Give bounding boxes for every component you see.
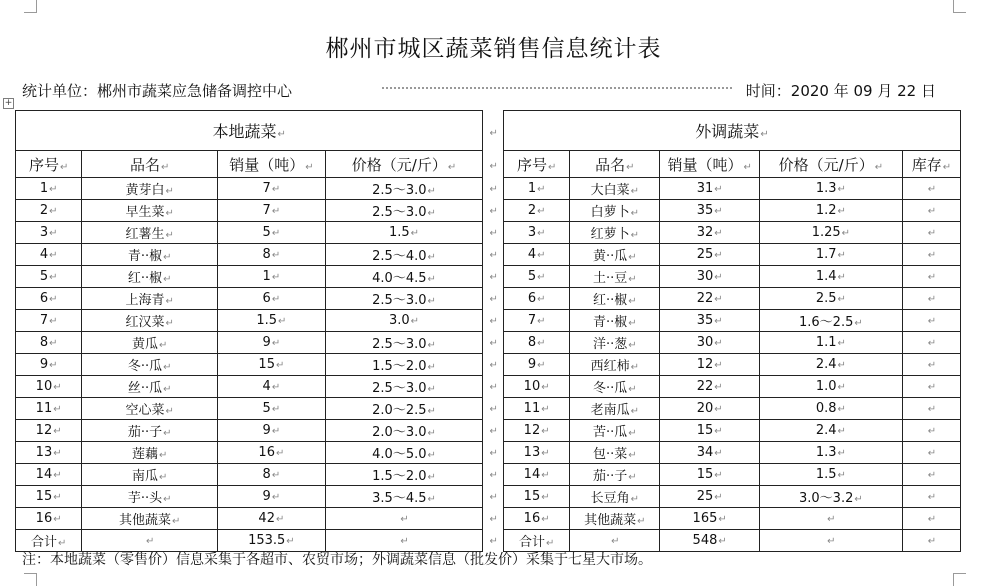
total-empty-cell: ↵ (759, 530, 902, 552)
section-header-row (16, 111, 961, 151)
header-price: 价格（元/斤）↵ (759, 151, 902, 178)
column-separator: ↵ (483, 332, 504, 354)
column-separator: ↵ (483, 266, 504, 288)
table-row (16, 354, 961, 376)
column-separator: ↵ (483, 288, 504, 310)
outside-volume-cell: 35↵ (660, 310, 759, 332)
local-volume-cell: 9↵ (218, 420, 326, 442)
table-row (16, 178, 961, 200)
local-name-cell: 其他蔬菜↵ (82, 508, 218, 530)
local-volume-cell: 5↵ (218, 398, 326, 420)
outside-volume-cell: 25↵ (660, 244, 759, 266)
column-separator: ↵ (483, 486, 504, 508)
outside-total-volume: 548↵ (660, 530, 759, 552)
column-separator: ↵ (483, 442, 504, 464)
outside-no-cell: 15↵ (504, 486, 570, 508)
page-corner-mark (953, 573, 966, 586)
local-no-cell: 1↵ (16, 178, 82, 200)
local-price-cell: 2.5～4.0↵ (325, 244, 483, 266)
outside-price-cell: 1.3↵ (759, 178, 902, 200)
outside-stock-cell: ↵ (902, 464, 960, 486)
local-volume-cell: 8↵ (218, 244, 326, 266)
outside-no-cell: 9↵ (504, 354, 570, 376)
local-volume-cell: 1↵ (218, 266, 326, 288)
column-separator: ↵ (483, 222, 504, 244)
table-row (16, 508, 961, 530)
column-separator: ↵ (483, 464, 504, 486)
local-volume-cell: 15↵ (218, 354, 326, 376)
outside-no-cell: 14↵ (504, 464, 570, 486)
local-no-cell: 15↵ (16, 486, 82, 508)
outside-no-cell: 4↵ (504, 244, 570, 266)
outside-price-cell: 1.1↵ (759, 332, 902, 354)
local-name-cell: 南瓜↵ (82, 464, 218, 486)
local-price-cell: 2.0～2.5↵ (325, 398, 483, 420)
outside-price-cell: 1.7↵ (759, 244, 902, 266)
column-separator: ↵ (483, 376, 504, 398)
outside-no-cell: 2↵ (504, 200, 570, 222)
outside-name-cell: 西红柿↵ (570, 354, 660, 376)
outside-price-cell: 3.0～3.2↵ (759, 486, 902, 508)
column-separator: ↵ (483, 354, 504, 376)
outside-price-cell: 1.6～2.5↵ (759, 310, 902, 332)
outside-stock-cell: ↵ (902, 178, 960, 200)
table-row (16, 288, 961, 310)
local-no-cell: 3↵ (16, 222, 82, 244)
local-no-cell: 5↵ (16, 266, 82, 288)
outside-no-cell: 1↵ (504, 178, 570, 200)
outside-volume-cell: 165↵ (660, 508, 759, 530)
outside-volume-cell: 15↵ (660, 464, 759, 486)
outside-stock-cell: ↵ (902, 376, 960, 398)
local-name-cell: 空心菜↵ (82, 398, 218, 420)
table-row (16, 222, 961, 244)
outside-volume-cell: 30↵ (660, 266, 759, 288)
page-corner-mark (953, 0, 966, 13)
total-label: 合计↵ (504, 530, 570, 552)
outside-no-cell: 8↵ (504, 332, 570, 354)
table-move-handle-icon[interactable]: + (4, 98, 13, 108)
outside-stock-cell: ↵ (902, 222, 960, 244)
local-name-cell: 青··椒↵ (82, 244, 218, 266)
header-no: 序号↵ (504, 151, 570, 178)
outside-price-cell: 1.5↵ (759, 464, 902, 486)
outside-price-cell: 1.0↵ (759, 376, 902, 398)
outside-stock-cell: ↵ (902, 200, 960, 222)
outside-no-cell: 7↵ (504, 310, 570, 332)
header-name: 品名↵ (82, 151, 218, 178)
outside-section-title: 外调蔬菜↵ (504, 111, 961, 151)
report-date: 时间：2020 年 09 月 22 日 (745, 82, 936, 100)
local-name-cell: 茄··子↵ (82, 420, 218, 442)
column-separator: ↵ (483, 111, 504, 151)
vegetable-sales-table (15, 110, 961, 552)
column-header-row (16, 151, 961, 178)
local-price-cell: 3.0↵ (325, 310, 483, 332)
outside-no-cell: 12↵ (504, 420, 570, 442)
local-no-cell: 7↵ (16, 310, 82, 332)
outside-name-cell: 白萝卜↵ (570, 200, 660, 222)
local-price-cell: 3.5～4.5↵ (325, 486, 483, 508)
local-no-cell: 9↵ (16, 354, 82, 376)
total-empty-cell: ↵ (902, 530, 960, 552)
local-price-cell: 1.5～2.0↵ (325, 464, 483, 486)
header-name: 品名↵ (570, 151, 660, 178)
outside-stock-cell: ↵ (902, 398, 960, 420)
outside-no-cell: 3↵ (504, 222, 570, 244)
column-separator: ↵ (483, 530, 504, 552)
outside-volume-cell: 32↵ (660, 222, 759, 244)
local-name-cell: 红··椒↵ (82, 266, 218, 288)
local-volume-cell: 42↵ (218, 508, 326, 530)
local-name-cell: 莲藕↵ (82, 442, 218, 464)
local-no-cell: 16↵ (16, 508, 82, 530)
local-volume-cell: 7↵ (218, 178, 326, 200)
outside-price-cell: 0.8↵ (759, 398, 902, 420)
local-price-cell: 4.0～5.0↵ (325, 442, 483, 464)
outside-stock-cell: ↵ (902, 354, 960, 376)
page-corner-mark (24, 573, 37, 586)
local-volume-cell: 7↵ (218, 200, 326, 222)
table-row (16, 376, 961, 398)
page-corner-mark (24, 0, 37, 13)
outside-price-cell: 2.4↵ (759, 420, 902, 442)
column-separator: ↵ (483, 244, 504, 266)
local-no-cell: 8↵ (16, 332, 82, 354)
header-price: 价格（元/斤）↵ (325, 151, 483, 178)
local-no-cell: 12↵ (16, 420, 82, 442)
table-row (16, 200, 961, 222)
column-separator: ↵ (483, 178, 504, 200)
footnote: 注：本地蔬菜（零售价）信息采集于各超市、农贸市场；外调蔬菜信息（批发价）采集于七星大市场。 (22, 552, 652, 568)
outside-name-cell: 青··椒↵ (570, 310, 660, 332)
local-price-cell: 2.5～3.0↵ (325, 376, 483, 398)
outside-price-cell: 1.2↵ (759, 200, 902, 222)
local-price-cell: 2.5～3.0↵ (325, 178, 483, 200)
outside-price-cell: 1.3↵ (759, 442, 902, 464)
local-name-cell: 冬··瓜↵ (82, 354, 218, 376)
outside-name-cell: 红··椒↵ (570, 288, 660, 310)
local-volume-cell: 9↵ (218, 486, 326, 508)
outside-volume-cell: 12↵ (660, 354, 759, 376)
local-no-cell: 2↵ (16, 200, 82, 222)
local-no-cell: 6↵ (16, 288, 82, 310)
dot-leader (382, 87, 732, 89)
outside-price-cell: 2.5↵ (759, 288, 902, 310)
local-volume-cell: 16↵ (218, 442, 326, 464)
local-price-cell: 4.0～4.5↵ (325, 266, 483, 288)
outside-stock-cell: ↵ (902, 420, 960, 442)
header-volume: 销量（吨）↵ (218, 151, 326, 178)
local-name-cell: 红汉菜↵ (82, 310, 218, 332)
local-price-cell: 2.0～3.0↵ (325, 420, 483, 442)
outside-name-cell: 苦··瓜↵ (570, 420, 660, 442)
column-separator: ↵ (483, 200, 504, 222)
outside-stock-cell: ↵ (902, 266, 960, 288)
local-price-cell: 1.5↵ (325, 222, 483, 244)
outside-volume-cell: 30↵ (660, 332, 759, 354)
outside-price-cell: 1.4↵ (759, 266, 902, 288)
local-name-cell: 芋··头↵ (82, 486, 218, 508)
local-volume-cell: 6↵ (218, 288, 326, 310)
local-name-cell: 红薯生↵ (82, 222, 218, 244)
header-stock: 库存↵ (902, 151, 960, 178)
local-no-cell: 14↵ (16, 464, 82, 486)
column-separator: ↵ (483, 398, 504, 420)
outside-no-cell: 10↵ (504, 376, 570, 398)
outside-name-cell: 长豆角↵ (570, 486, 660, 508)
table-row (16, 398, 961, 420)
outside-volume-cell: 22↵ (660, 376, 759, 398)
outside-stock-cell: ↵ (902, 486, 960, 508)
local-no-cell: 4↵ (16, 244, 82, 266)
local-name-cell: 黄芽白↵ (82, 178, 218, 200)
reporting-unit: 统计单位：郴州市蔬菜应急储备调控中心 (22, 82, 293, 100)
outside-price-cell: 2.4↵ (759, 354, 902, 376)
table-row (16, 442, 961, 464)
outside-no-cell: 16↵ (504, 508, 570, 530)
column-separator: ↵ (483, 151, 504, 178)
meta-line (22, 80, 962, 100)
outside-name-cell: 茄··子↵ (570, 464, 660, 486)
total-empty-cell: ↵ (325, 530, 483, 552)
outside-volume-cell: 31↵ (660, 178, 759, 200)
local-no-cell: 13↵ (16, 442, 82, 464)
outside-name-cell: 洋··葱↵ (570, 332, 660, 354)
outside-stock-cell: ↵ (902, 310, 960, 332)
local-price-cell: ↵ (325, 508, 483, 530)
local-no-cell: 11↵ (16, 398, 82, 420)
outside-volume-cell: 25↵ (660, 486, 759, 508)
total-empty-cell: ↵ (570, 530, 660, 552)
total-label: 合计↵ (16, 530, 82, 552)
local-name-cell: 上海青↵ (82, 288, 218, 310)
column-separator: ↵ (483, 420, 504, 442)
outside-no-cell: 6↵ (504, 288, 570, 310)
local-name-cell: 早生菜↵ (82, 200, 218, 222)
local-volume-cell: 4↵ (218, 376, 326, 398)
outside-price-cell: ↵ (759, 508, 902, 530)
local-name-cell: 黄瓜↵ (82, 332, 218, 354)
local-volume-cell: 8↵ (218, 464, 326, 486)
outside-volume-cell: 35↵ (660, 200, 759, 222)
table-row (16, 244, 961, 266)
outside-price-cell: 1.25↵ (759, 222, 902, 244)
local-price-cell: 2.5～3.0↵ (325, 288, 483, 310)
outside-name-cell: 冬··瓜↵ (570, 376, 660, 398)
outside-stock-cell: ↵ (902, 244, 960, 266)
local-volume-cell: 9↵ (218, 332, 326, 354)
outside-name-cell: 老南瓜↵ (570, 398, 660, 420)
outside-no-cell: 13↵ (504, 442, 570, 464)
outside-name-cell: 包··菜↵ (570, 442, 660, 464)
table-row (16, 420, 961, 442)
local-section-title: 本地蔬菜↵ (16, 111, 483, 151)
local-name-cell: 丝··瓜↵ (82, 376, 218, 398)
outside-volume-cell: 20↵ (660, 398, 759, 420)
local-volume-cell: 5↵ (218, 222, 326, 244)
total-empty-cell: ↵ (82, 530, 218, 552)
outside-name-cell: 其他蔬菜↵ (570, 508, 660, 530)
outside-stock-cell: ↵ (902, 442, 960, 464)
outside-stock-cell: ↵ (902, 332, 960, 354)
local-total-volume: 153.5↵ (218, 530, 326, 552)
column-separator: ↵ (483, 508, 504, 530)
outside-stock-cell: ↵ (902, 508, 960, 530)
local-price-cell: 2.5～3.0↵ (325, 200, 483, 222)
header-no: 序号↵ (16, 151, 82, 178)
column-separator: ↵ (483, 310, 504, 332)
outside-name-cell: 红萝卜↵ (570, 222, 660, 244)
outside-volume-cell: 15↵ (660, 420, 759, 442)
outside-stock-cell: ↵ (902, 288, 960, 310)
outside-volume-cell: 22↵ (660, 288, 759, 310)
outside-name-cell: 土··豆↵ (570, 266, 660, 288)
table-row (16, 332, 961, 354)
table-row (16, 486, 961, 508)
local-price-cell: 2.5～3.0↵ (325, 332, 483, 354)
local-volume-cell: 1.5↵ (218, 310, 326, 332)
outside-no-cell: 11↵ (504, 398, 570, 420)
outside-no-cell: 5↵ (504, 266, 570, 288)
outside-name-cell: 黄··瓜↵ (570, 244, 660, 266)
outside-volume-cell: 34↵ (660, 442, 759, 464)
table-row (16, 464, 961, 486)
outside-name-cell: 大白菜↵ (570, 178, 660, 200)
local-no-cell: 10↵ (16, 376, 82, 398)
local-price-cell: 1.5～2.0↵ (325, 354, 483, 376)
table-row (16, 310, 961, 332)
table-row (16, 266, 961, 288)
document-title: 郴州市城区蔬菜销售信息统计表 (325, 36, 662, 62)
header-volume: 销量（吨）↵ (660, 151, 759, 178)
